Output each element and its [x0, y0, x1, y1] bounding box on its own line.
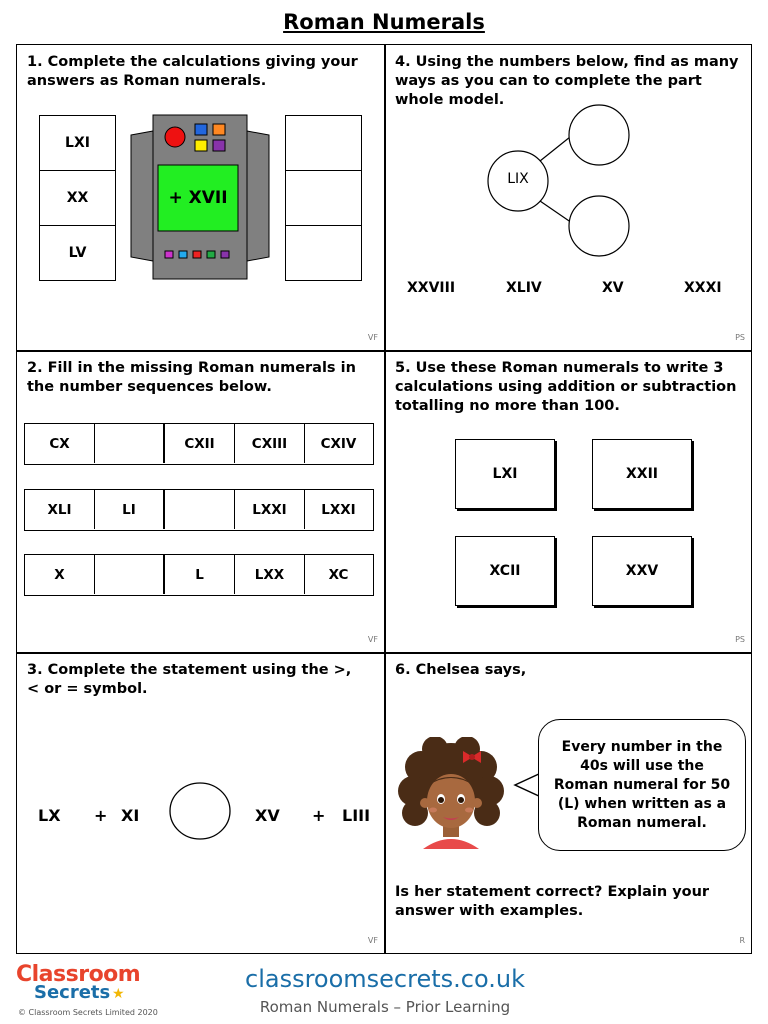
question-1 [17, 45, 384, 350]
question-tag: PS [735, 635, 745, 644]
question-tag: VF [367, 333, 378, 342]
number-option: XLIV [506, 280, 542, 296]
plus-sign: + [312, 806, 326, 825]
input-box: LV [39, 225, 116, 281]
star-icon: ★ [112, 986, 125, 1002]
sequence-cell: CX [25, 424, 95, 463]
worksheet-grid [16, 44, 752, 954]
question-4 [385, 45, 751, 350]
sequence-row [24, 554, 374, 596]
expression-term: XI [121, 806, 140, 825]
question-5 [385, 351, 751, 652]
question-1-text: 1. Complete the calculations giving your answers as Roman numerals. [27, 54, 358, 89]
number-option: XXXI [684, 280, 722, 296]
page-title: Roman Numerals [283, 10, 485, 34]
question-tag: VF [367, 936, 378, 945]
answer-box [285, 115, 362, 171]
copyright: © Classroom Secrets Limited 2020 [18, 1008, 158, 1017]
input-box: XX [39, 170, 116, 226]
expression-term: LIII [342, 806, 371, 825]
answer-box [285, 170, 362, 226]
sequence-cell: X [25, 555, 95, 594]
numeral-card: XXV [592, 536, 692, 606]
sequence-row [24, 489, 374, 531]
sequence-cell: CXIV [320, 435, 357, 452]
plus-sign: + [94, 806, 108, 825]
sequence-cell [165, 490, 235, 529]
logo-line-1: Classroom [16, 962, 141, 987]
expression-term: XV [255, 806, 280, 825]
footer-subtitle: Roman Numerals – Prior Learning [259, 998, 511, 1016]
sequence-cell: XC [328, 566, 349, 583]
numeral-card: XCII [455, 536, 555, 606]
site-url[interactable]: classroomsecrets.co.uk [245, 965, 525, 993]
question-4-text: 4. Using the numbers below, find as many ways as you can to complete the part whole model. [395, 54, 739, 108]
sequence-cell [95, 424, 165, 463]
sequence-cell: CXII [165, 424, 235, 463]
sequence-cell: LXX [235, 555, 305, 594]
comparison-circle [168, 781, 232, 841]
question-5-text: 5. Use these Roman numerals to write 3 calculations using addition or subtraction totalling no more than 100. [395, 360, 737, 414]
question-2 [17, 351, 384, 652]
input-box: LXI [39, 115, 116, 171]
numeral-card: XXII [592, 439, 692, 509]
question-6-text: 6. Chelsea says, [395, 662, 527, 678]
sequence-cell: L [165, 555, 235, 594]
sequence-cell: LI [95, 490, 165, 529]
sequence-cell: XLI [25, 490, 95, 529]
answer-box [285, 225, 362, 281]
sequence-cell: CXIII [235, 424, 305, 463]
sequence-cell: LXXI [235, 490, 305, 529]
question-tag: PS [735, 333, 745, 342]
classroom-secrets-logo [14, 962, 154, 1006]
chelsea-avatar [393, 737, 511, 849]
speech-bubble: Every number in the 40s will use the Roman numeral for 50 (L) when written as a Roman numeral. [538, 719, 746, 851]
numeral-card: LXI [455, 439, 555, 509]
question-6-prompt: Is her statement correct? Explain your answer with examples. [395, 884, 710, 919]
logo-line-2: Secrets [34, 982, 111, 1003]
question-3-text: 3. Complete the statement using the >, < or = symbol. [27, 662, 352, 697]
question-2-text: 2. Fill in the missing Roman numerals in the number sequences below. [27, 360, 356, 395]
question-tag: VF [367, 635, 378, 644]
sequence-cell: LXXI [321, 501, 356, 518]
question-6 [385, 653, 751, 953]
sequence-cell [95, 555, 165, 594]
number-option: XXVIII [407, 280, 456, 296]
machine-label: + XVII [168, 188, 228, 208]
question-3 [17, 653, 384, 953]
number-option: XV [602, 280, 624, 296]
expression-term: LX [38, 806, 61, 825]
sequence-row [24, 423, 374, 465]
question-tag: R [739, 936, 745, 945]
whole-label: LIX [507, 171, 529, 187]
